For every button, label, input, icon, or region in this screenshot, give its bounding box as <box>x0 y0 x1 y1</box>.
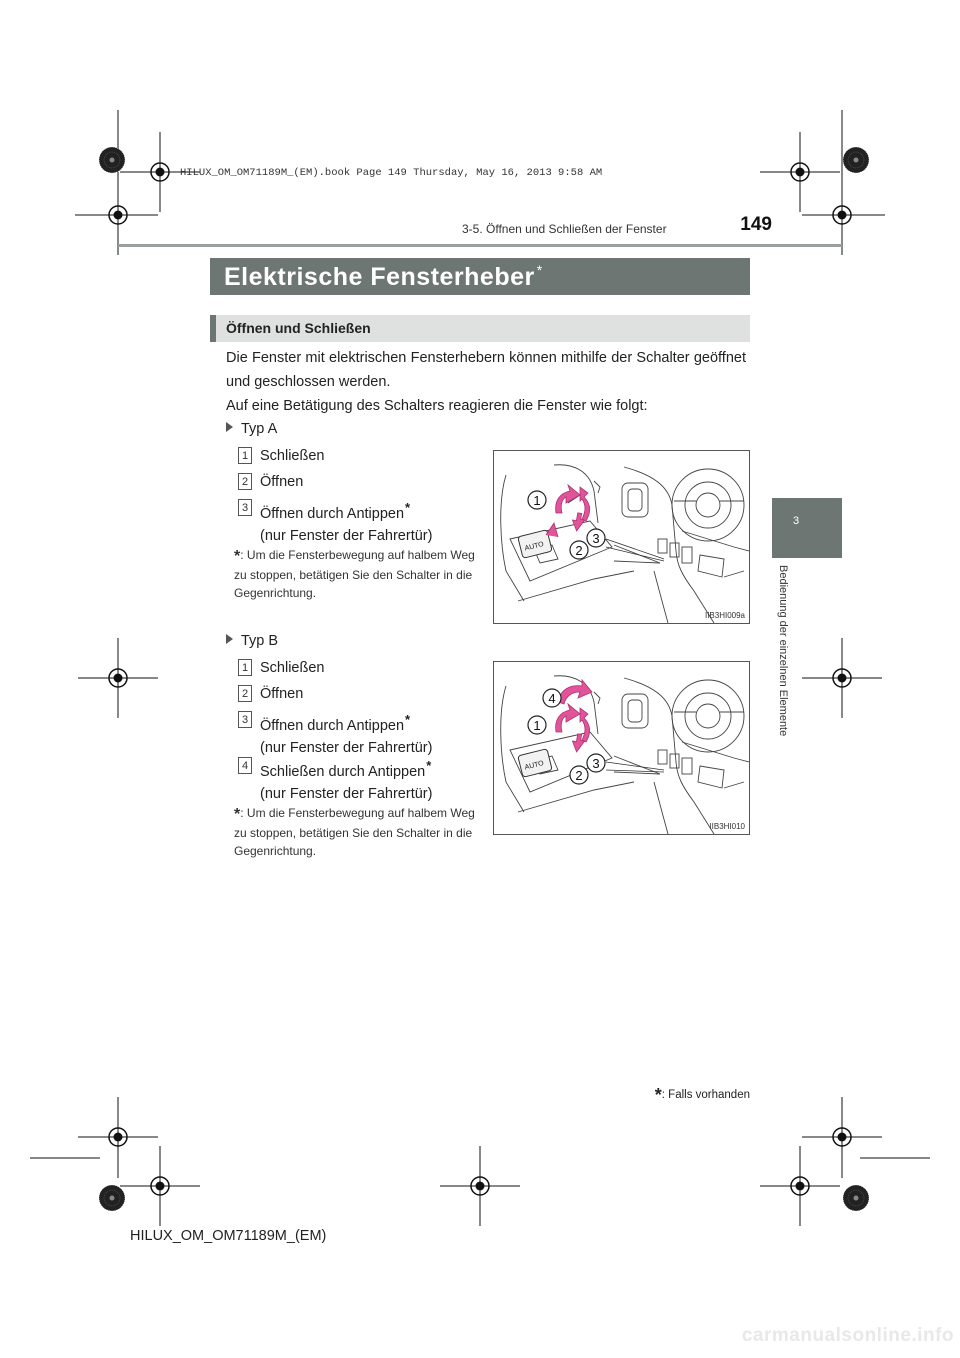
type-b-figure <box>493 661 750 835</box>
svg-text:AUTO: AUTO <box>524 760 545 772</box>
subheading: Öffnen und Schließen <box>226 320 371 336</box>
callout-3: 3 <box>592 531 600 546</box>
type-a-heading: Typ A <box>226 421 277 437</box>
type-a-figure <box>493 450 750 624</box>
intro-paragraph-1: Die Fenster mit elektrischen Fensterhebern können mithilfe der Schalter geöffnet und geschlossen werden. <box>226 350 746 390</box>
chapter-tab <box>772 498 842 558</box>
triangle-bullet-icon <box>226 634 233 644</box>
intro-paragraph-2: Auf eine Betätigung des Schalters reagieren die Fenster wie folgt: <box>226 398 648 414</box>
callout-3: 3 <box>592 756 600 771</box>
type-b-heading: Typ B <box>226 633 278 649</box>
type-a-figure-code: IIB3HI009a <box>704 611 745 620</box>
footnote: *: Falls vorhanden <box>654 1085 750 1105</box>
chapter-number: 3 <box>792 515 800 527</box>
page-number: 149 <box>740 214 772 235</box>
callout-2: 2 <box>575 768 583 783</box>
callout-1: 1 <box>533 493 541 508</box>
type-b-note: *: Um die Fensterbewegung auf halbem Weg zu stoppen, betätigen Sie den Schalter in die Gegenrichtung. <box>234 806 475 858</box>
section-title: 3-5. Öffnen und Schließen der Fenster <box>462 222 667 236</box>
book-info: HILUX_OM_OM71189M_(EM).book Page 149 Thursday, May 16, 2013 9:58 AM <box>180 167 603 179</box>
header-rule <box>118 244 842 247</box>
svg-text:AUTO: AUTO <box>524 541 545 553</box>
subheading-accent <box>210 315 216 342</box>
watermark: carmanualsonline.info <box>741 1325 954 1346</box>
callout-1: 1 <box>533 718 541 733</box>
title-marker: * <box>536 262 543 278</box>
callout-4: 4 <box>548 691 556 706</box>
type-b-figure-code: IIB3HI010 <box>709 822 745 831</box>
footer-code: HILUX_OM_OM71189M_(EM) <box>130 1228 327 1244</box>
type-a-note: *: Um die Fensterbewegung auf halbem Weg zu stoppen, betätigen Sie den Schalter in die Gegenrichtung. <box>234 548 475 600</box>
triangle-bullet-icon <box>226 422 233 432</box>
page-title: Elektrische Fensterheber * <box>224 262 543 291</box>
chapter-label: Bedienung der einzelnen Elemente <box>777 565 789 737</box>
callout-2: 2 <box>575 543 583 558</box>
